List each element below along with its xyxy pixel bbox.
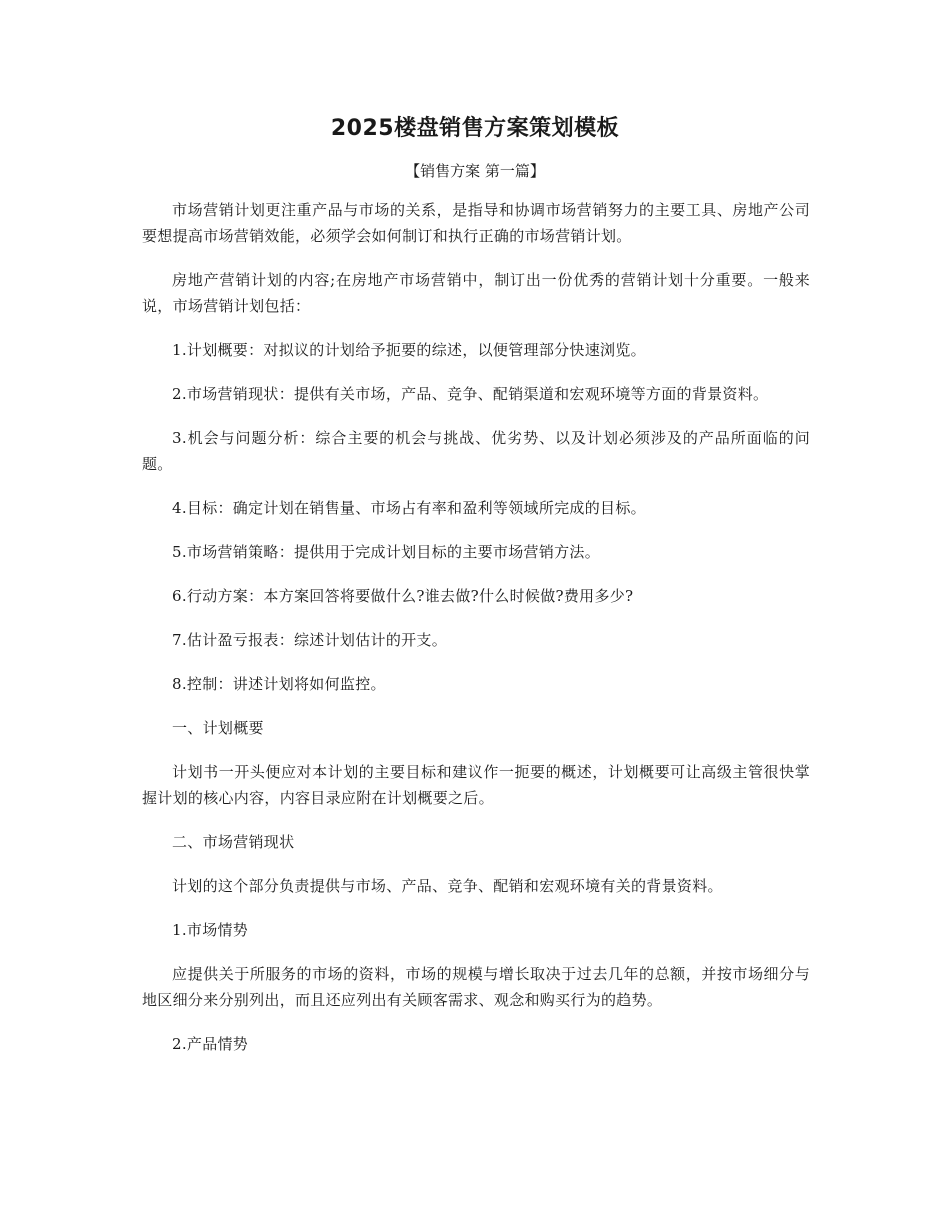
section-heading-market-status: 二、市场营销现状 [172,833,295,851]
paragraph-plan-content: 房地产营销计划的内容;在房地产市场营销中，制订出一份优秀的营销计划十分重要。一般来说，市场营销计划包括： [142,271,810,315]
paragraph-market-situation: 应提供关于所服务的市场的资料，市场的规模与增长取决于过去几年的总额，并按市场细分与地区细分来分别列出，而且还应列出有关顾客需求、观念和购买行为的趋势。 [142,965,810,1009]
section-heading-plan-summary: 一、计划概要 [172,719,264,737]
subheading-product-situation: 2.产品情势 [172,1035,249,1053]
list-item-control: 8.控制：讲述计划将如何监控。 [172,675,386,693]
list-item-market-status: 2.市场营销现状：提供有关市场，产品、竞争、配销渠道和宏观环境等方面的背景资料。 [172,385,769,403]
paragraph-intro: 市场营销计划更注重产品与市场的关系，是指导和协调市场营销努力的主要工具、房地产公司要想提高市场营销效能，必须学会如何制订和执行正确的市场营销计划。 [142,201,810,245]
list-item-action-plan: 6.行动方案：本方案回答将要做什么?谁去做?什么时候做?费用多少? [172,587,634,605]
list-item-marketing-strategy: 5.市场营销策略：提供用于完成计划目标的主要市场营销方法。 [172,543,601,561]
document-title: 2025楼盘销售方案策划模板 [330,116,620,141]
list-item-opportunity-analysis: 3.机会与问题分析：综合主要的机会与挑战、优劣势、以及计划必须涉及的产品所面临的问题。 [142,429,810,473]
list-item-goals: 4.目标：确定计划在销售量、市场占有率和盈利等领域所完成的目标。 [172,499,646,517]
list-item-profit-loss: 7.估计盈亏报表：综述计划估计的开支。 [172,631,448,649]
paragraph-plan-summary: 计划书一开头便应对本计划的主要目标和建议作一扼要的概述，计划概要可让高级主管很快掌握计划的核心内容，内容目录应附在计划概要之后。 [142,763,810,807]
document-body [142,197,810,1075]
paragraph-market-status: 计划的这个部分负责提供与市场、产品、竞争、配销和宏观环境有关的背景资料。 [172,877,723,895]
document-subtitle: 【销售方案 第一篇】 [405,162,545,180]
list-item-plan-summary: 1.计划概要：对拟议的计划给予扼要的综述，以便管理部分快速浏览。 [172,341,646,359]
subheading-market-situation: 1.市场情势 [172,921,249,939]
